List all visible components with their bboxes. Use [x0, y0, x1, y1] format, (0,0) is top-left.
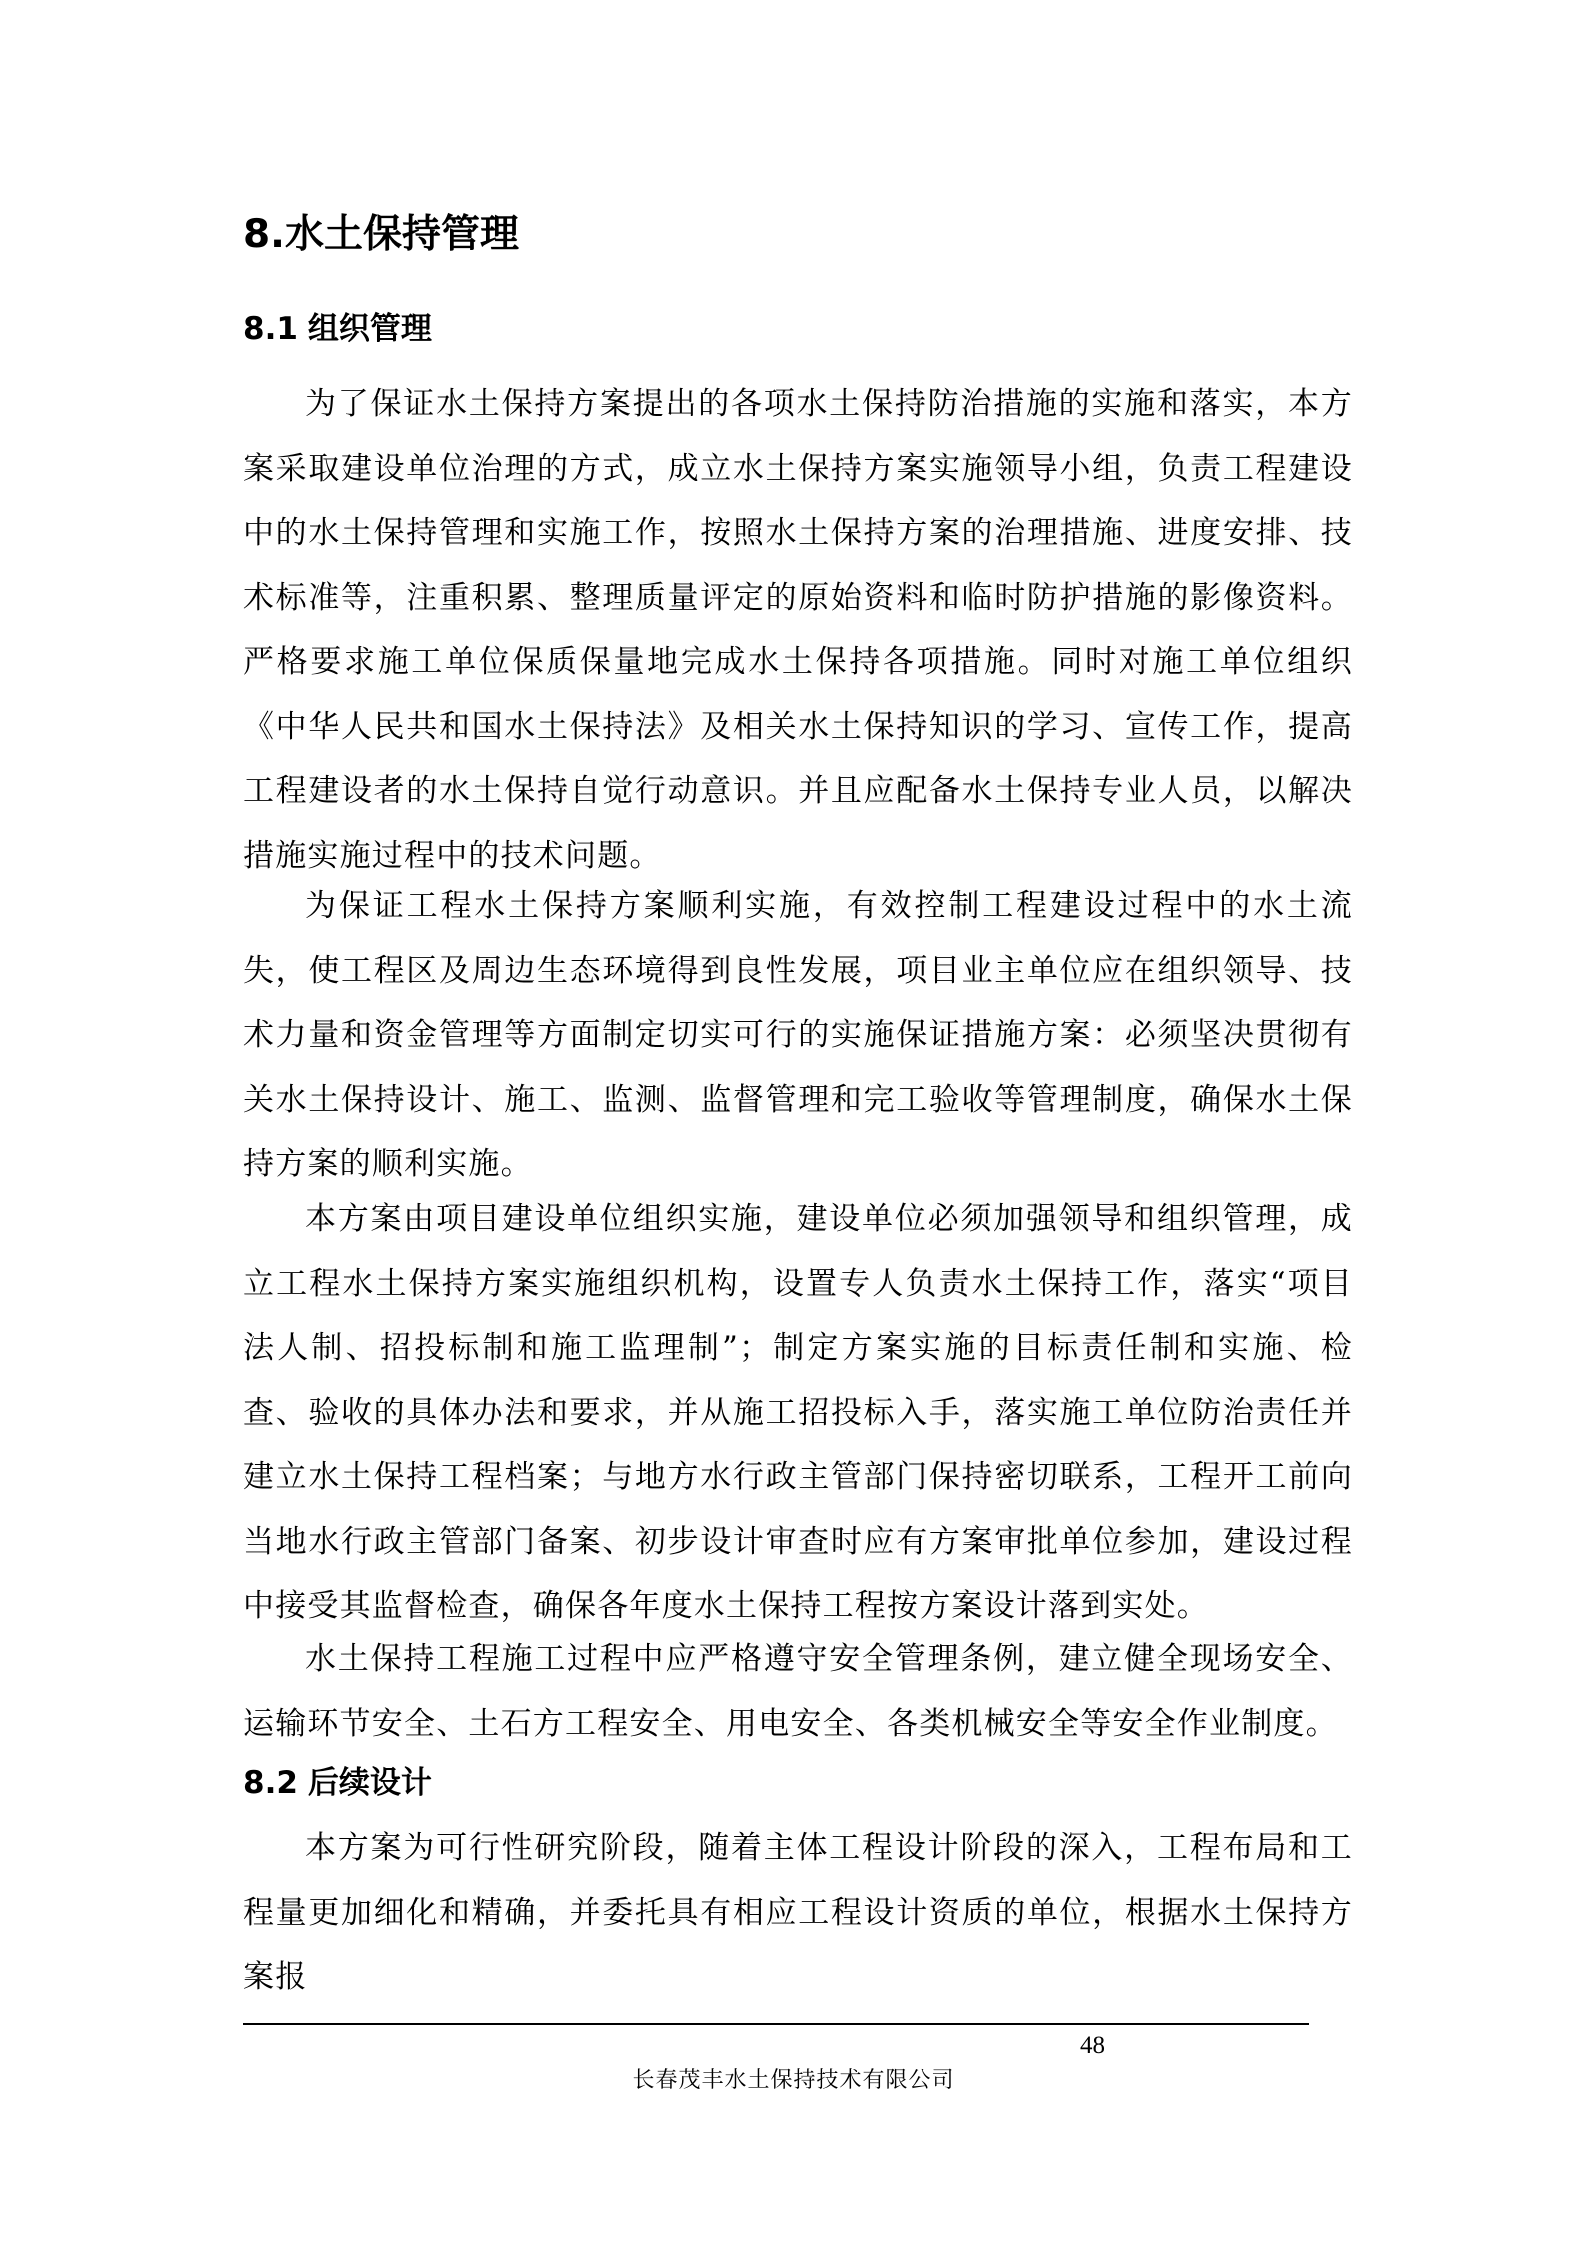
- paragraph-organization-2: 为保证工程水土保持方案顺利实施，有效控制工程建设过程中的水土流失，使工程区及周边生态环境得到良性发展，项目业主单位应在组织领导、技术力量和资金管理等方面制定切实可行的实施保证措施方案：必须坚决贯彻有关水土保持设计、施工、监测、监督管理和完工验收等管理制度，确保水土保持方案的顺利实施。: [243, 888, 1353, 1182]
- paragraph-organization-1: 为了保证水土保持方案提出的各项水土保持防治措施的实施和落实，本方案采取建设单位治理的方式，成立水土保持方案实施领导小组，负责工程建设中的水土保持管理和实施工作，按照水土保持方案的治理措施、进度安排、技术标准等，注重积累、整理质量评定的原始资料和临时防护措施的影像资料。严格要求施工单位保质保量地完成水土保持各项措施。同时对施工单位组织《中华人民共和国水土保持法》及相关水土保持知识的学习、宣传工作，提高工程建设者的水土保持自觉行动意识。并且应配备水土保持专业人员，以解决措施实施过程中的技术问题。: [243, 386, 1353, 874]
- section-heading-8-2: [243, 1760, 432, 1806]
- section-title: 后续设计: [307, 1765, 432, 1801]
- section-heading-8-1: [243, 306, 432, 352]
- footer-divider: [243, 2023, 1309, 2025]
- chapter-title: 8.水土保持管理: [243, 212, 519, 257]
- footer-company-name: 长春茂丰水土保持技术有限公司: [632, 2068, 955, 2093]
- section-title: 组织管理: [307, 311, 432, 347]
- section-number: 8.2: [243, 1765, 298, 1801]
- paragraph-organization-3: 本方案由项目建设单位组织实施，建设单位必须加强领导和组织管理，成立工程水土保持方案实施组织机构，设置专人负责水土保持工作，落实“项目法人制、招投标制和施工监理制”；制定方案实施的目标责任制和实施、检查、验收的具体办法和要求，并从施工招投标入手，落实施工单位防治责任并建立水土保持工程档案；与地方水行政主管部门保持密切联系，工程开工前向当地水行政主管部门备案、初步设计审查时应有方案审批单位参加，建设过程中接受其监督检查，确保各年度水土保持工程按方案设计落到实处。: [243, 1201, 1353, 1624]
- paragraph-organization-4: 水土保持工程施工过程中应严格遵守安全管理条例，建立健全现场安全、运输环节安全、土石方工程安全、用电安全、各类机械安全等安全作业制度。: [243, 1641, 1353, 1742]
- section-number: 8.1: [243, 311, 298, 347]
- page-number: 48: [1080, 2032, 1105, 2059]
- paragraph-followup-design-1: 本方案为可行性研究阶段，随着主体工程设计阶段的深入，工程布局和工程量更加细化和精确，并委托具有相应工程设计资质的单位，根据水土保持方案报: [243, 1830, 1353, 1995]
